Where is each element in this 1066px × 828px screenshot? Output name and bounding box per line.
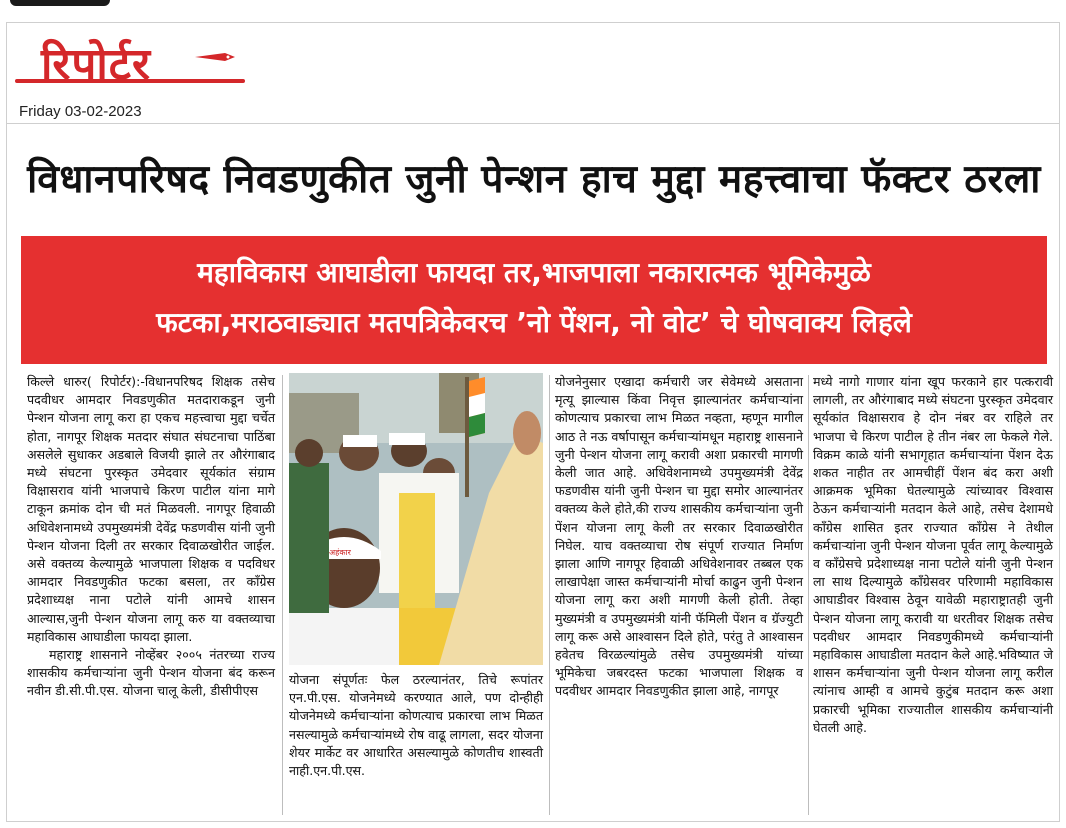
column-divider bbox=[549, 375, 550, 815]
pen-nib-icon bbox=[195, 51, 235, 63]
column-1-paragraph-1: किल्ले धारुर( रिपोर्टर):-विधानपरिषद शिक्षक तसेच पदवीधर आमदार निवडणुकीत मतदाराकडून जुनी पेन्शन योजना लागू करा हा एकच महत्त्वाचा मुद्दा चर्चेत होता, नागपूर शिक्षक मतदार संघात संघटनाचा पाठिंबा असलेले सुधाकर अडबाले विजयी झाले तर औरंगाबाद मध्ये संघटना पुरस्कृत उमेदवार सूर्यकांत संग्राम विक्षासराव यांनी भाजपाचे किरण पाटील यांना मागे टाकून क्रमांक दोन ची मतं मिळवली. नागपूर हिवाळी अधिवेशनामध्ये उपमुख्यमंत्री देवेंद्र फडणवीस यांनी जुनी पेन्शन योजना दिली तर सरकार दिवाळखोरीत जाईल. असे वक्तव्य केल्यामुळे भाजपाला शिक्षक व पदविधर आमदार निवडणुकीत फटका बसला, तर कॉंग्रेस प्रदेशाध्यक्ष नाना पटोले यांनी आमचे शासन आल्यास,जुनी पेन्शन योजना लागू करु या वक्तव्याचा महाविकास आघाडीला फायदा झाला. bbox=[27, 374, 275, 644]
masthead bbox=[15, 29, 255, 129]
newspaper-logo bbox=[15, 35, 250, 95]
window-tab-handle bbox=[10, 0, 110, 6]
edition-date: Friday 03-02-2023 bbox=[19, 103, 142, 120]
article-column-1 bbox=[27, 373, 275, 701]
subhead-banner bbox=[21, 236, 1047, 364]
column-divider bbox=[808, 375, 809, 815]
logo-text: रिपोर्टर bbox=[41, 39, 151, 90]
column-1-paragraph-2 bbox=[27, 646, 275, 701]
subhead-line-2: फटका,मराठवाड्यात मतपत्रिकेवरच ’नो पेंशन, नो वोट’ चे घोषवाक्य लिहले bbox=[156, 306, 912, 339]
protest-photo-illustration bbox=[289, 373, 543, 665]
article-column-4: मध्ये नागो गाणार यांना खूप फरकाने हार पत्करावी लागली, तर औरंगाबाद मध्ये संघटना पुरस्कृत उमेदवार सूर्यकांत विक्षासराव हे दोन नंबर वर राहिले तर भाजपा चे किरण पाटील हे तीन नंबर ला फेकले गेले. विक्रम काळे यांनी सभागृहात कर्मचाऱ्यांना पेंशन देऊ शकत नाहीत तर आमचीहीं पेंशन बंद करा अशी आक्रमक भूमिका घेतल्यामुळे त्यांच्यावर विश्वास ठेऊन कर्मचाऱ्यांनी मतदान केले आहे, तसेच देशामधे कॉंग्रेस शासित इतर राज्यात कॉंग्रेस ने तेथील कर्मचाऱ्यांना जुनी पेन्शन योजना पूर्वत लागू केल्यामुळे व कॉंग्रेसचे प्रदेशाध्यक्ष नाना पटोले यांनी जुनी पेन्शन ला साथ दिल्यामुळे कॉंग्रेसवर परिणामी महाविकास आघाडीवर विश्वास ठेवून यावेळी महाराष्ट्रातही जुनी पेन्शन योजना लागू करावी या धरतीवर शिक्षक तसेच पदवीधर आमदार निवडणुकीमध्ये कर्मचाऱ्यांनी महाविकास आघाडीला मतदान केले आहे.भविष्यात जे शासन कर्मचाऱ्यांना जुनी पेन्शन योजना लागू करील त्यांनाच आम्ही व आमचे कुटुंब मतदान करू अशा प्रकारची भूमिका राज्यातील शासकीय कर्मचाऱ्यांनी घेतली आहे. bbox=[813, 374, 1053, 735]
protest-cap-text: अहंकार bbox=[329, 548, 351, 557]
newspaper-clipping bbox=[6, 22, 1060, 822]
column-1-paragraph-2-text: महाराष्ट्र शासनाने नोव्हेंबर २००५ नंतरच्या राज्य शासकीय कर्मचाऱ्यांना जुनी पेन्शन योजना बंद करून नवीन डी.सी.पी.एस. योजना चालू केली, डीसीपीएस bbox=[27, 647, 275, 699]
masthead-divider bbox=[7, 123, 1059, 124]
protest-photo bbox=[289, 373, 543, 665]
article-column-2: योजना संपूर्णतः फेल ठरल्यानंतर, तिचे रूपांतर एन.पी.एस. योजनेमध्ये करण्यात आले, पण दोन्हीही योजनेमध्ये कर्मचाऱ्यांना कोणत्याच प्रकारचा लाभ मिळत नसल्यामुळे कर्मचाऱ्यांमध्ये रोष वाढू लागला, सदर योजना शेयर मार्केट वर आधारित असल्यामुळे कोणतीच शास्वती नाही.एन.पी.एस. bbox=[289, 672, 543, 779]
article-headline: विधानपरिषद निवडणुकीत जुनी पेन्शन हाच मुद्दा महत्त्वाचा फॅक्टर ठरला bbox=[27, 157, 1041, 202]
subhead-line-1: महाविकास आघाडीला फायदा तर,भाजपाला नकारात्मक भूमिकेमुळे bbox=[197, 256, 871, 289]
article-column-3: योजनेनुसार एखादा कर्मचारी जर सेवेमध्ये असताना मृत्यू झाल्यास किंवा निवृत्त झाल्यानंतर कर्मचाऱ्यांना कोणत्याच प्रकारचा लाभ मिळत नव्हता, म्हणून मागील आठ ते नऊ वर्षापासून कर्मचाऱ्यांमधून महाराष्ट्र शासनाने जुनी पेन्शन योजना लागू करावी अशा प्रकारची मागणी केली जात आहे. अधिवेशनामध्ये उपमुख्यमंत्री देवेंद्र फडणवीस यांनी जुनी पेन्शन चा मुद्दा समोर आल्यानंतर वक्तव्य केले होते,की राज्य शासकीय कर्मचाऱ्यांना जुनी पेंशन योजना लागू केली तर सरकार दिवाळखोरीत निघेल. याच वक्तव्याचा रोष संपूर्ण राज्यात निर्माण झाला आणि नागपूर हिवाळी अधिवेशनावर तब्बल एक लाखापेक्षा जास्त कर्मचाऱ्यांनी मोर्चा काढुन जुनी पेन्शन योजना लागू करा अशी मागणी केली होती. तेव्हा मुख्यमंत्री व उपमुख्यमंत्री यांनी फॅमिली पेंशन व ग्रॅज्युटी लागू करू असे आश्वासन दिले होते, परंतु ते आश्वासन हवेतच विरळल्यांमुळे तसेच उपमुख्यमंत्री यांच्या भूमिकेचा जबरदस्त फटका भाजपाला शिक्षक व पदवीधर आमदार निवडणुकीत झाला आहे, नागपूर bbox=[555, 374, 803, 699]
column-divider bbox=[282, 375, 283, 815]
